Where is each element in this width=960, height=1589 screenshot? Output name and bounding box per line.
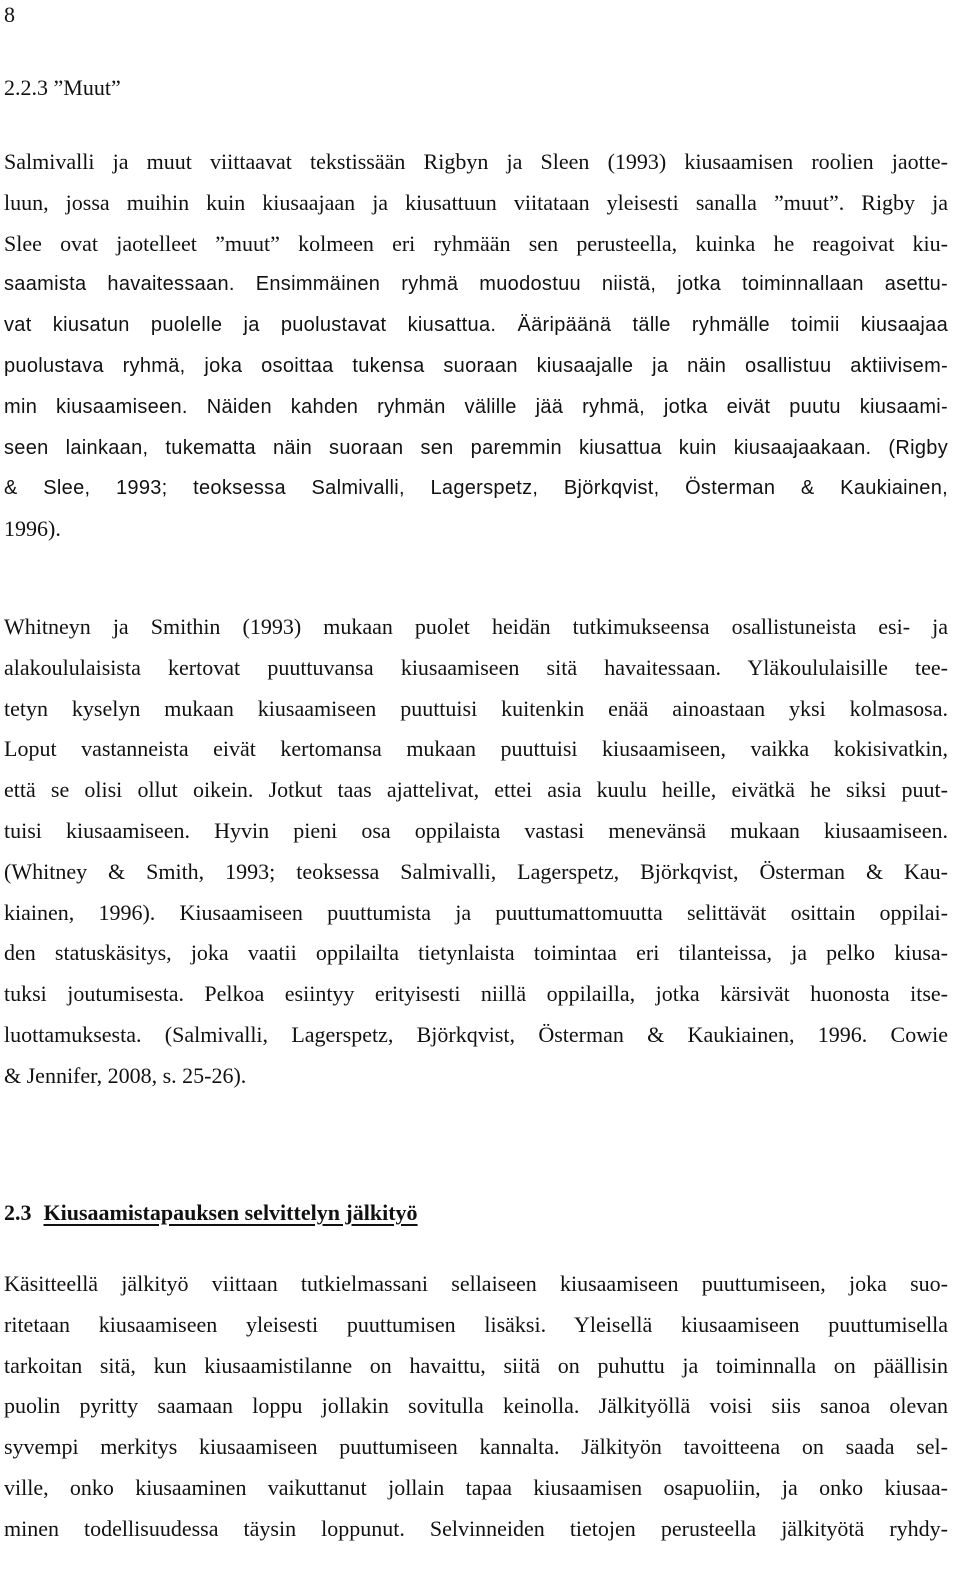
text-line: den statuskäsitys, joka vaatii oppilailta tietynlaista toimintaa eri tilanteissa, ja pelko kiusa- xyxy=(4,940,948,966)
paragraph-jalkityo xyxy=(4,1264,948,1550)
text-line: Käsitteellä jälkityö viittaan tutkielmassani sellaiseen kiusaamiseen puuttumiseen, joka suo- xyxy=(4,1271,948,1296)
text-line: että se olisi ollut oikein. Jotkut taas ajattelivat, ettei asia kuulu heille, eivätkä he siksi puut- xyxy=(4,777,948,803)
text-line: tetyn kyselyn mukaan kiusaamiseen puuttuisi kuitenkin enää ainoastaan yksi kolmasosa. xyxy=(4,695,948,721)
text-line: seen lainkaan, tukematta näin suoraan sen paremmin kiusattua kuin kiusaajaakaan. (Rigby xyxy=(4,436,948,459)
text-line: Salmivalli ja muut viittaavat tekstissään Rigbyn ja Sleen (1993) kiusaamisen roolien jaotte- xyxy=(4,149,948,174)
text-line: & Jennifer, 2008, s. 25-26). xyxy=(4,1062,247,1088)
text-line: tuisi kiusaamiseen. Hyvin pieni osa oppilaista vastasi menevänsä mukaan kiusaamiseen. xyxy=(4,817,948,843)
section-heading-muut: 2.2.3 ”Muut” xyxy=(4,75,121,100)
page-number: 8 xyxy=(4,2,15,27)
text-line: & Slee, 1993; teoksessa Salmivalli, Lagerspetz, Björkqvist, Österman & Kaukiainen, xyxy=(4,477,948,500)
text-line: tarkoitan sitä, kun kiusaamistilanne on havaittu, siitä on puhuttu ja toiminnalla on päällisin xyxy=(4,1352,948,1378)
text-line: Slee ovat jaotelleet ”muut” kolmeen eri ryhmään sen perusteella, kuinka he reagoivat kiu- xyxy=(4,230,948,256)
text-line: luun, jossa muihin kuin kiusaajaan ja kiusattuun viitataan yleisesti sanalla ”muut”. Rigby ja xyxy=(4,189,948,215)
section-title: Kiusaamistapauksen selvittelyn jälkityö xyxy=(43,1200,418,1225)
text-line: tuksi joutumisesta. Pelkoa esiintyy erityisesti niillä oppilailla, jotka kärsivät huonosta itse- xyxy=(4,981,948,1007)
text-line: Whitneyn ja Smithin (1993) mukaan puolet heidän tutkimukseensa osallistuneista esi- ja xyxy=(4,614,948,639)
text-line: (Whitney & Smith, 1993; teoksessa Salmivalli, Lagerspetz, Björkqvist, Österman & Kau- xyxy=(4,858,948,884)
text-line: saamista havaitessaan. Ensimmäinen ryhmä muodostuu niistä, jotka toiminnallaan asettu- xyxy=(4,273,948,296)
section-heading-jalkityo xyxy=(4,1198,418,1228)
text-line: Loput vastanneista eivät kertomansa mukaan puuttuisi kiusaamiseen, vaikka kokisivatkin, xyxy=(4,736,948,762)
text-line: kiainen, 1996). Kiusaamiseen puuttumista ja puuttumattomuutta selittävät osittain oppilai- xyxy=(4,899,948,925)
text-line: syvempi merkitys kiusaamiseen puuttumiseen kannalta. Jälkityön tavoitteena on saada sel- xyxy=(4,1434,948,1460)
text-line: puolustava ryhmä, joka osoittaa tukensa suoraan kiusaajalle ja näin osallistuu aktiivisem- xyxy=(4,354,948,377)
text-line: min kiusaamiseen. Näiden kahden ryhmän välille jää ryhmä, jotka eivät puutu kiusaami- xyxy=(4,395,948,418)
paragraph-muut xyxy=(4,142,948,550)
paragraph-whitney xyxy=(4,607,948,1097)
text-line: luottamuksesta. (Salmivalli, Lagerspetz, Björkqvist, Österman & Kaukiainen, 1996. Cowie xyxy=(4,1021,948,1047)
text-line: ritetaan kiusaamiseen yleisesti puuttumisen lisäksi. Yleisellä kiusaamiseen puuttumisella xyxy=(4,1311,948,1337)
text-line: ville, onko kiusaaminen vaikuttanut jollain tapaa kiusaamisen osapuoliin, ja onko kiusaa- xyxy=(4,1474,948,1500)
text-line: vat kiusatun puolelle ja puolustavat kiusattua. Ääripäänä tälle ryhmälle toimii kiusaajaa xyxy=(4,314,948,337)
text-line: puolin pyritty saamaan loppu jollakin sovitulla keinolla. Jälkityöllä voisi siis sanoa olevan xyxy=(4,1393,948,1419)
text-line: minen todellisuudessa täysin loppunut. Selvinneiden tietojen perusteella jälkityötä ryhdy- xyxy=(4,1515,948,1541)
text-line: alakoululaisista kertovat puuttuvansa kiusaamiseen sitä havaitessaan. Yläkoululaisille tee- xyxy=(4,654,948,680)
text-line: 1996). xyxy=(4,516,61,542)
section-number: 2.3 xyxy=(4,1200,32,1225)
